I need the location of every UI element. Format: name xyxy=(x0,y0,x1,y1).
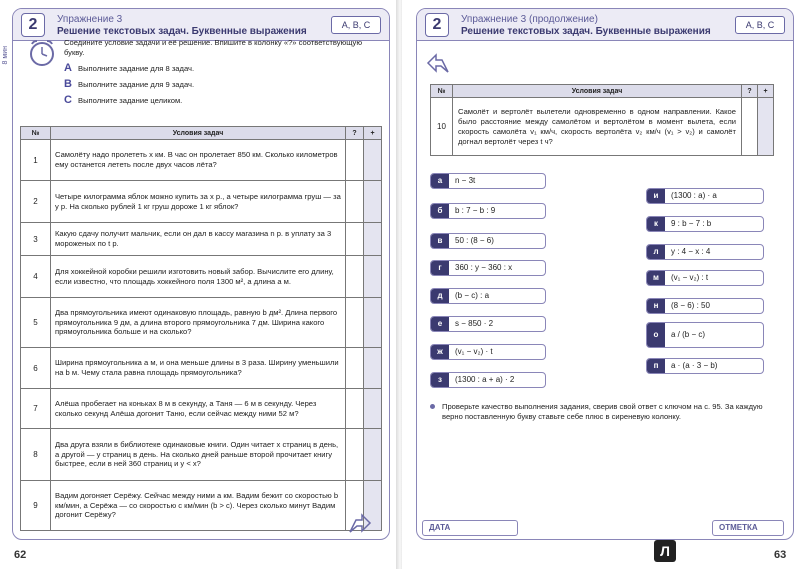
answer-cell[interactable] xyxy=(346,298,364,348)
publisher-logo: Л xyxy=(654,540,676,562)
instruction-text: Соедините условие задачи и её решение. Впишите в колонку «?» соответствующую букву. xyxy=(64,38,363,57)
answer-option: н (8 − 6) : 50 xyxy=(646,298,764,314)
left-header xyxy=(13,9,389,41)
answer-option: к 9 : b − 7 : b xyxy=(646,216,764,232)
score-cell[interactable] xyxy=(364,429,382,481)
tasks-table-left xyxy=(20,126,382,531)
section-number: 2 xyxy=(21,13,45,37)
exercise-title: Упражнение 3 xyxy=(57,14,123,25)
mark-field[interactable]: ОТМЕТКА xyxy=(712,520,784,536)
score-cell[interactable] xyxy=(364,140,382,181)
page-number: 63 xyxy=(774,549,787,561)
table-header: № Условия задач ? + xyxy=(431,85,774,98)
answer-cell[interactable] xyxy=(742,98,758,156)
exercise-subtitle: Решение текстовых задач. Буквенные выражения xyxy=(57,26,307,37)
answer-option: о a / (b − c) xyxy=(646,322,764,348)
right-page xyxy=(402,0,800,569)
answer-cell[interactable] xyxy=(346,223,364,256)
option-c: C Выполните задание целиком. xyxy=(64,94,183,106)
tasks-table-right xyxy=(430,84,774,156)
answer-option: и (1300 : a) · a xyxy=(646,188,764,204)
level-tag: А, В, С xyxy=(331,16,381,34)
table-row: 7 Алёша пробегает на коньках 8 м в секунду, а Таня — 6 м в секунду. Через сколько секунд Алёша догонит Таню, если сейчас между ними 52 м? xyxy=(21,389,382,429)
score-cell[interactable] xyxy=(364,348,382,389)
answer-option: д (b − c) : a xyxy=(430,288,546,304)
table-row: 6 Ширина прямоугольника a м, и она меньше длины в 3 раза. Ширину уменьшили на b м. Чему стала равна площадь прямоугольника? xyxy=(21,348,382,389)
table-header: № Условия задач ? + xyxy=(21,127,382,140)
bullet-icon xyxy=(430,404,435,409)
alarm-clock-icon xyxy=(16,38,56,88)
page-number: 62 xyxy=(14,549,27,561)
answer-option: в 50 : (8 − 6) xyxy=(430,233,546,249)
answer-cell[interactable] xyxy=(346,389,364,429)
answer-option: ж (v₁ − v₂) · t xyxy=(430,344,546,360)
answer-option: л y : 4 − x : 4 xyxy=(646,244,764,260)
table-row: 1 Самолёту надо пролететь x км. В час он пролетает 850 км. Сколько километров ему останется лететь после двух часов лёта? xyxy=(21,140,382,181)
exercise-subtitle: Решение текстовых задач. Буквенные выражения xyxy=(461,26,711,37)
score-cell[interactable] xyxy=(364,223,382,256)
right-header xyxy=(417,9,793,41)
exercise-title: Упражнение 3 (продолжение) xyxy=(461,14,598,25)
date-field[interactable]: ДАТА xyxy=(422,520,518,536)
table-row: 8 Два друга взяли в библиотеке одинаковые книги. Один читает x страниц в день, а другой — y страниц в день. На сколько дней раньше второй прочитает книгу быстрее, если в ней 360 страниц и y < x? xyxy=(21,429,382,481)
answer-cell[interactable] xyxy=(346,429,364,481)
option-a: A Выполните задание для 8 задач. xyxy=(64,62,195,74)
level-tag: А, В, С xyxy=(735,16,785,34)
back-arrow-icon xyxy=(426,52,450,74)
table-row: 2 Четыре килограмма яблок можно купить за x р., а четыре килограмма груш — за y р. На сколько рублей 1 кг груш дороже 1 кг яблок? xyxy=(21,181,382,223)
answer-option: м (v₁ − v₂) : t xyxy=(646,270,764,286)
answer-cell[interactable] xyxy=(346,256,364,298)
table-row: 5 Два прямоугольника имеют одинаковую площадь, равную b дм². Длина первого прямоугольника 9 дм, а длина второго прямоугольника 7 дм. Ширина какого прямоугольника больше и на сколько? xyxy=(21,298,382,348)
answer-option: г 360 : y − 360 : x xyxy=(430,260,546,276)
answer-option: п a · (a · 3 − b) xyxy=(646,358,764,374)
answer-cell[interactable] xyxy=(346,181,364,223)
answer-cell[interactable] xyxy=(346,140,364,181)
next-arrow-icon xyxy=(348,512,372,534)
table-row: 4 Для хоккейной коробки решили изготовить новый забор. Вычислите его длину, если известно, что площадь хоккейного поля 1300 м², а длина a м. xyxy=(21,256,382,298)
answer-option: з (1300 : a + a) · 2 xyxy=(430,372,546,388)
score-cell[interactable] xyxy=(364,181,382,223)
answer-option: б b : 7 − b : 9 xyxy=(430,203,546,219)
check-note: Проверьте качество выполнения задания, сверив свой ответ с ключом на с. 95. За каждую верно поставленную букву ставьте себе плюс в сиреневую колонку. xyxy=(442,402,763,421)
score-cell[interactable] xyxy=(758,98,774,156)
score-cell[interactable] xyxy=(364,298,382,348)
left-page xyxy=(0,0,398,569)
option-b: B Выполните задание для 9 задач. xyxy=(64,78,195,90)
score-cell[interactable] xyxy=(364,389,382,429)
table-row: 9 Вадим догоняет Серёжу. Сейчас между ними a км. Вадим бежит со скоростью b км/мин, а Серёжа — со скоростью c км/мин (b > c). Через сколько минут Вадим догонит Серёжу? xyxy=(21,481,382,531)
score-cell[interactable] xyxy=(364,256,382,298)
timer-label: 8 мин xyxy=(2,46,9,65)
section-number: 2 xyxy=(425,13,449,37)
answer-option: е s − 850 · 2 xyxy=(430,316,546,332)
answer-option: а n − 3t xyxy=(430,173,546,189)
answer-cell[interactable] xyxy=(346,348,364,389)
table-row: 3 Какую сдачу получит мальчик, если он дал в кассу магазина n р. в уплату за 3 мороженых по t р. xyxy=(21,223,382,256)
table-row: 10 Самолёт и вертолёт вылетели одновременно в одном направлении. Какое было расстояние между самолётом и вертолётом в момент вылета, если скорость самолёта v₁ км/ч, скорость вертолёта v₂ км/ч (v₁ > v₂) и самолёт догнал вертолёт через t ч? xyxy=(431,98,774,156)
